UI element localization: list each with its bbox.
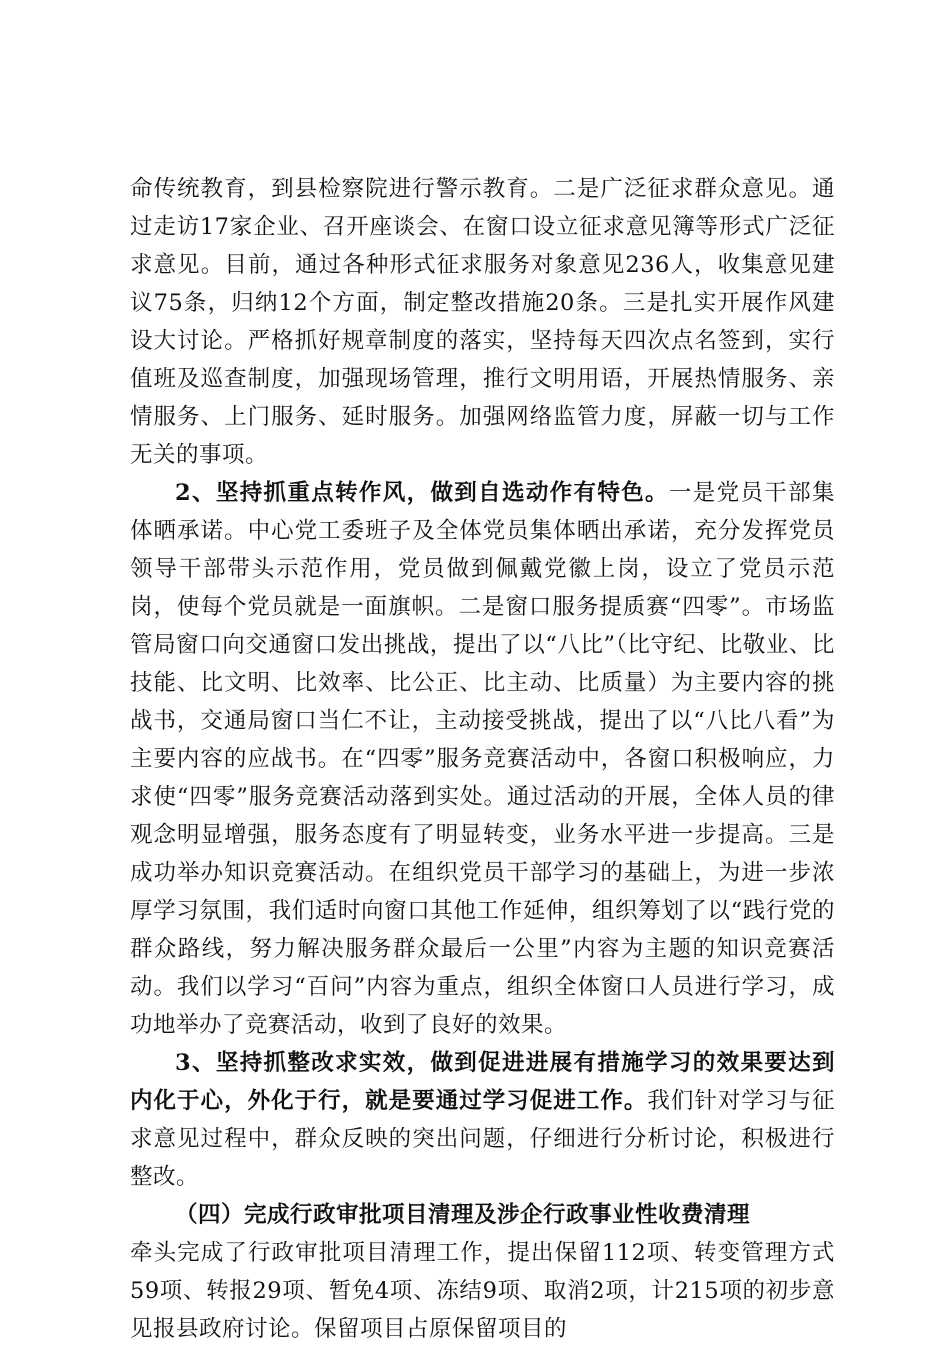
paragraph-3 — [130, 1044, 835, 1196]
paragraph-2 — [130, 474, 835, 1044]
document-page — [130, 170, 835, 1348]
paragraph-2-body: 一是党员干部集体晒承诺。中心党工委班子及全体党员集体晒出承诺，充分发挥党员领导干部带头示范作用，党员做到佩戴党徽上岗，设立了党员示范岗，使每个党员就是一面旗帜。二是窗口服务提质赛“四零”。市场监管局窗口向交通窗口发出挑战，提出了以“八比”（比守纪、比敬业、比技能、比文明、比效率、比公正、比主动、比质量）为主要内容的挑战书，交通局窗口当仁不让，主动接受挑战，提出了以“八比八看”为主要内容的应战书。在“四零”服务竞赛活动中，各窗口积极响应，力求使“四零”服务竞赛活动落到实处。通过活动的开展，全体人员的律观念明显增强，服务态度有了明显转变，业务水平进一步提高。三是成功举办知识竞赛活动。在组织党员干部学习的基础上，为进一步浓厚学习氛围，我们适时向窗口其他工作延伸，组织筹划了以“践行党的群众路线，努力解决服务群众最后一公里”内容为主题的知识竞赛活动。我们以学习“百问”内容为重点，组织全体窗口人员进行学习，成功地举办了竞赛活动，收到了良好的效果。 — [130, 480, 835, 1038]
paragraph-1: 命传统教育，到县检察院进行警示教育。二是广泛征求群众意见。通过走访17家企业、召开座谈会、在窗口设立征求意见簿等形式广泛征求意见。目前，通过各种形式征求服务对象意见236人，收集意见建议75条，归纳12个方面，制定整改措施20条。三是扎实开展作风建设大讨论。严格抓好规章制度的落实，坚持每天四次点名签到，实行值班及巡查制度，加强现场管理，推行文明用语，开展热情服务、亲情服务、上门服务、延时服务。加强网络监管力度，屏蔽一切与工作无关的事项。 — [130, 176, 835, 468]
section-heading-4: （四）完成行政审批项目清理及涉企行政事业性收费清理 — [175, 1202, 751, 1228]
paragraph-3-body: 我们针对学习与征求意见过程中，群众反映的突出问题，仔细进行分析讨论，积极进行整改。 — [130, 1088, 835, 1190]
paragraph-3-heading: 3、坚持抓整改求实效，做到促进进展有措施学习的效果要达到内化于心，外化于行，就是要通过学习促进工作。 — [130, 1050, 835, 1114]
paragraph-5: 牵头完成了行政审批项目清理工作，提出保留112项、转变管理方式59项、转报29项、暂免4项、冻结9项、取消2项，计215项的初步意见报县政府讨论。保留项目占原保留项目的 — [130, 1240, 835, 1342]
paragraph-2-heading: 2、坚持抓重点转作风，做到自选动作有特色。 — [175, 480, 669, 506]
